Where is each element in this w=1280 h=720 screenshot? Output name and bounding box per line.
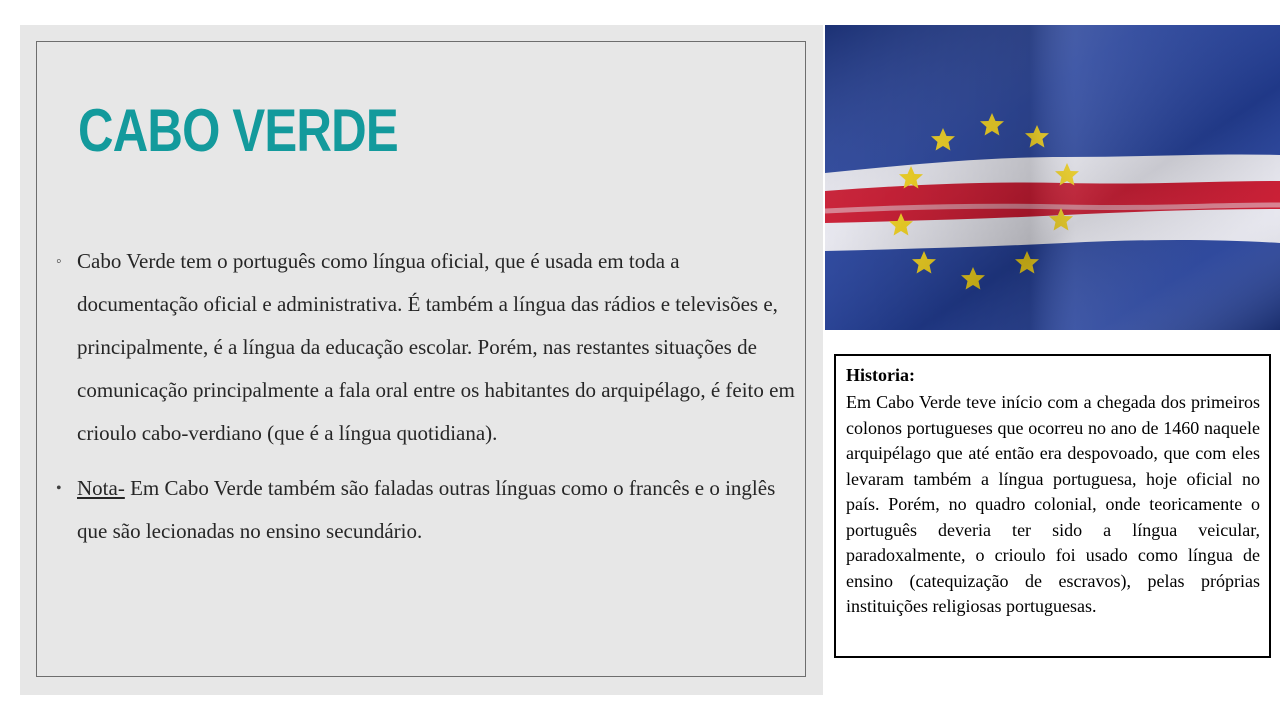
bullet-item-note xyxy=(56,467,796,553)
bullet-list xyxy=(56,240,796,553)
hollow-bullet-icon: ◦ xyxy=(56,253,62,270)
history-title: Historia: xyxy=(846,365,915,385)
flag-graphic xyxy=(825,25,1280,330)
bullet-text-language: Cabo Verde tem o português como língua oficial, que é usada em toda a documentação oficial e administrativa. É também a língua das rádios e televisões e, principalmente, é a língua da educação escolar. Porém, nas restantes situações de comunicação principalmente a fala oral entre os habitantes do arquipélago, é feito em crioulo cabo-verdiano (que é a língua quotidiana). xyxy=(77,249,795,445)
cape-verde-flag-image xyxy=(825,25,1280,330)
note-text: Em Cabo Verde também são faladas outras línguas como o francês e o inglês que são lecionadas no ensino secundário. xyxy=(77,476,776,543)
history-text: Em Cabo Verde teve início com a chegada dos primeiros colonos portugueses que ocorreu no ano de 1460 naquele arquipélago que até então era despovoado, que com eles levaram também a língua portuguesa, hoje oficial no país. Porém, no quadro colonial, onde teoricamente o português deveria ter sido a língua veicular, paradoxalmente, o crioulo foi usado como língua de ensino (catequização de escravos), pelas próprias instituições religiosas portuguesas. xyxy=(846,392,1260,616)
bullet-item-language xyxy=(56,240,796,455)
note-label: Nota- xyxy=(77,476,125,500)
slide-title: CABO VERDE xyxy=(78,97,398,164)
solid-bullet-icon: • xyxy=(56,480,62,497)
history-box xyxy=(834,354,1271,658)
bullet-text-note xyxy=(77,467,796,553)
